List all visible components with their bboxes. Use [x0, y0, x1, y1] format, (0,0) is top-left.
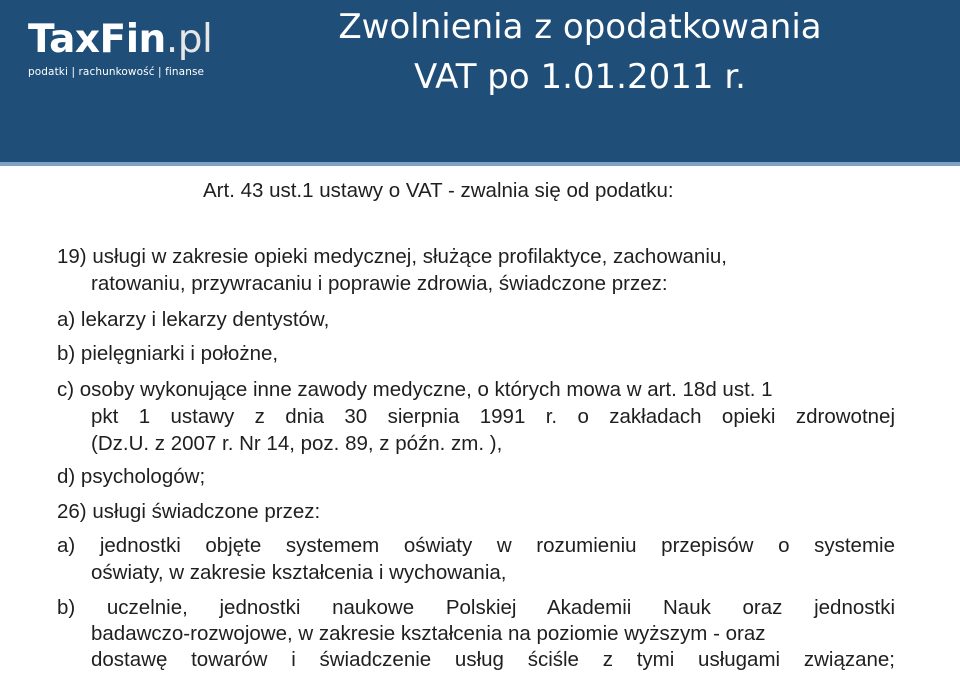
item-19-b: b) pielęgniarki i położne, — [57, 342, 279, 365]
logo-name: TaxFin — [28, 17, 166, 62]
item-19-c-line-1: c) osoby wykonujące inne zawody medyczne, o których mowa w art. 18d ust. 1 — [57, 378, 773, 401]
slide-title-line-2: VAT po 1.01.2011 r. — [414, 57, 746, 97]
item-19-c-line-2: pkt 1 ustawy z dnia 30 sierpnia 1991 r. o zakładach opieki zdrowotnej — [91, 405, 895, 428]
item-26-a-line-2: oświaty, w zakresie kształcenia i wychowania, — [91, 561, 507, 584]
item-19-d: d) psychologów; — [57, 465, 206, 488]
item-26-b-line-2: badawczo-rozwojowe, w zakresie kształcenia na poziomie wyższym - oraz — [91, 622, 766, 645]
item-19-a: a) lekarzy i lekarzy dentystów, — [57, 308, 330, 331]
item-26: 26) usługi świadczone przez: — [57, 500, 321, 523]
item-19-line-1: 19) usługi w zakresie opieki medycznej, służące profilaktyce, zachowaniu, — [57, 245, 727, 268]
item-19-c-line-3: (Dz.U. z 2007 r. Nr 14, poz. 89, z późn. zm. ), — [91, 432, 503, 455]
item-26-b-line-3: dostawę towarów i świadczenie usług ściśle z tymi usługami związane; — [91, 648, 895, 671]
item-26-a-line-1: a) jednostki objęte systemem oświaty w rozumieniu przepisów o systemie — [57, 534, 895, 557]
logo-tld: .pl — [165, 17, 213, 62]
item-26-b-line-1: b) uczelnie, jednostki naukowe Polskiej Akademii Nauk oraz jednostki — [57, 596, 895, 619]
logo-tagline: podatki | rachunkowość | finanse — [28, 66, 205, 78]
slide-title-line-1: Zwolnienia z opodatkowania — [338, 7, 822, 47]
item-19-line-2: ratowaniu, przywracaniu i poprawie zdrowia, świadczone przez: — [91, 272, 668, 295]
article-heading: Art. 43 ust.1 ustawy o VAT - zwalnia się od podatku: — [203, 179, 674, 202]
